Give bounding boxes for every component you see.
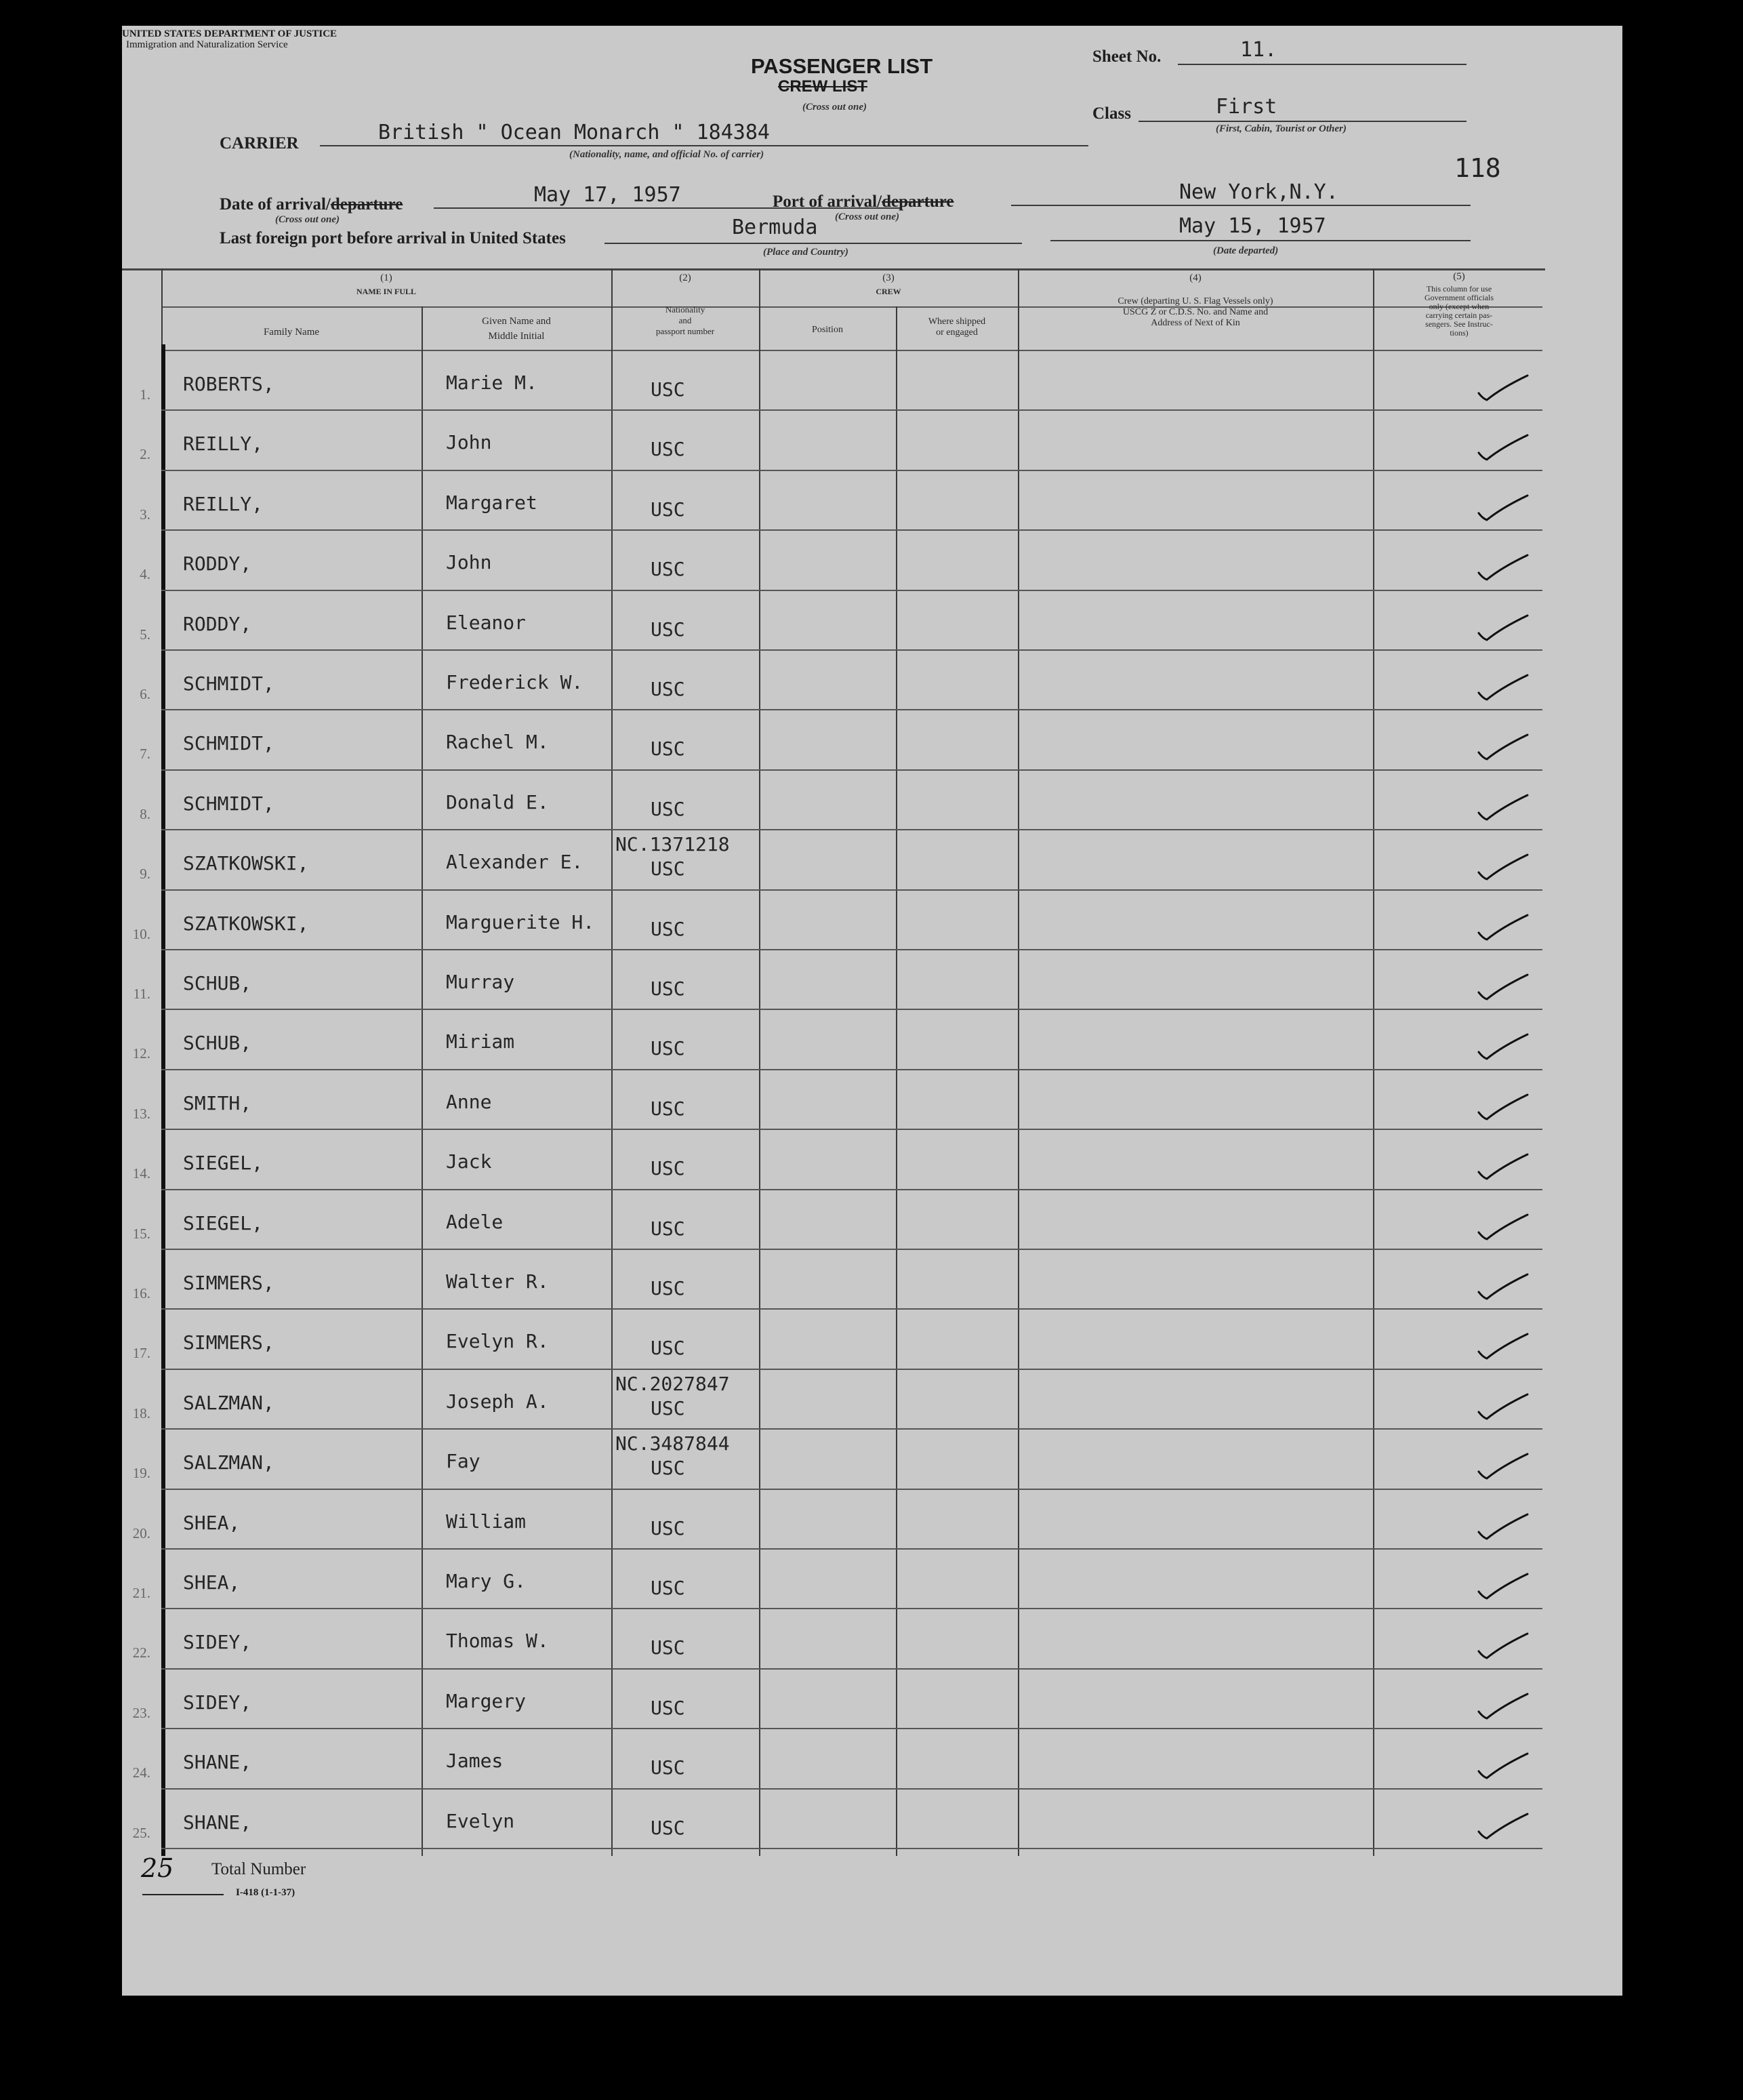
check-mark-icon [1475,1089,1532,1123]
check-mark-icon [1475,1689,1532,1722]
family-name: SCHMIDT, [183,732,274,755]
departed-date: May 15, 1957 [1179,214,1326,238]
col5-line-e: sengers. See Instruc- [1425,319,1493,329]
family-name: SIDEY, [183,1691,252,1714]
family-name: SHEA, [183,1571,241,1594]
class-label: Class [1092,104,1131,123]
nationality: USC [651,1097,685,1120]
row-number: 11. [133,986,150,1002]
check-mark-icon [1475,430,1532,464]
sheet-number: 11. [1240,38,1277,62]
form-title: PASSENGER LIST [751,54,933,78]
family-name: SCHMIDT, [183,792,274,815]
given-name: Fay [446,1450,480,1473]
nationality: USC [651,678,685,700]
row-number: 6. [140,686,150,702]
row-number: 5. [140,626,150,643]
row-number: 25. [132,1824,150,1841]
nationality: USC [651,498,685,521]
port-value: New York,N.Y. [1179,180,1338,204]
check-mark-icon [1475,729,1532,763]
row-number: 9. [140,866,150,883]
given-name: Margaret [446,491,537,514]
given-name: Anne [446,1090,492,1113]
row-number: 3. [140,506,150,523]
row-number: 19. [132,1465,150,1482]
arrival-date: May 17, 1957 [534,183,681,207]
nationality: USC [651,1696,685,1719]
family-name: RODDY, [183,552,252,576]
row-number: 16. [132,1285,150,1301]
given-name: Evelyn R. [446,1330,549,1353]
row-number: 21. [132,1585,150,1601]
row-number: 15. [132,1225,150,1242]
passport-number: NC.1371218 [615,833,730,856]
nationality: USC [651,1217,685,1240]
row-number: 2. [140,446,150,463]
check-mark-icon [1475,1509,1532,1543]
given-name: Marguerite H. [446,910,595,933]
col3-shipped-b: or engaged [936,327,978,338]
check-mark-icon [1475,1628,1532,1662]
check-mark-icon [1475,1569,1532,1602]
family-name: SALZMAN, [183,1451,274,1474]
nationality: USC [651,618,685,641]
given-name: Adele [446,1210,504,1233]
row-number: 24. [132,1764,150,1781]
given-name: Jack [446,1150,492,1173]
family-name: SIMMERS, [183,1331,274,1354]
row-number: 23. [132,1704,150,1721]
given-name: Eleanor [446,611,527,634]
row-number: 18. [132,1405,150,1421]
col5-line-d: carrying certain pas- [1425,310,1493,320]
class-value: First [1216,95,1277,119]
row-number: 8. [140,805,150,822]
row-number: 7. [140,746,150,763]
col3-position: Position [812,325,843,335]
departed-note: (Date departed) [1213,245,1279,256]
total-label: Total Number [211,1860,306,1878]
nationality: USC [651,558,685,581]
col2-line-b: and [678,315,692,325]
check-mark-icon [1475,370,1532,404]
nationality: USC [651,1157,685,1180]
check-mark-icon [1475,969,1532,1003]
nationality: USC [651,1457,685,1480]
family-name: REILLY, [183,432,264,456]
col5-number: (5) [1453,271,1465,282]
family-name: SIMMERS, [183,1272,274,1294]
nationality: USC [651,1516,685,1539]
check-mark-icon [1475,1809,1532,1842]
page-number: 118 [1454,153,1501,183]
col2-number: (2) [679,272,691,283]
carrier-value: British " Ocean Monarch " 184384 [378,121,770,144]
col4-number: (4) [1189,272,1202,283]
given-name: John [446,551,492,574]
given-name: James [446,1750,504,1773]
lastport-value: Bermuda [732,216,818,239]
family-name: SIDEY, [183,1631,252,1654]
col4-line-a: Crew (departing U. S. Flag Vessels only) [1117,296,1273,306]
agency-line-2: Immigration and Naturalization Service [126,39,288,50]
passenger-list-form [122,26,1622,1996]
sheet-label: Sheet No. [1092,47,1162,66]
check-mark-icon [1475,1389,1532,1423]
family-name: SMITH, [183,1091,252,1114]
col5-line-a: This column for use [1426,284,1492,294]
check-mark-icon [1475,670,1532,704]
passport-number: NC.3487844 [615,1432,730,1455]
nationality: USC [651,738,685,761]
family-name: SHANE, [183,1811,252,1834]
nationality: USC [651,1756,685,1779]
arrival-label: Date of arrival/departure [220,195,403,214]
col1-number: (1) [380,272,392,283]
col5-line-c: only (except when [1429,302,1490,311]
nationality: USC [651,1337,685,1360]
col1-given-a: Given Name and [482,316,551,327]
check-mark-icon [1475,1329,1532,1362]
given-name: Alexander E. [446,851,583,874]
check-mark-icon [1475,1449,1532,1482]
total-value: 25 [141,1853,174,1883]
col3-number: (3) [882,272,895,283]
form-code: I-418 (1-1-37) [236,1887,295,1898]
col2-line-a: Nationality [665,304,705,315]
row-number: 12. [132,1045,150,1062]
family-name: SZATKOWSKI, [183,912,309,935]
family-name: SZATKOWSKI, [183,852,309,875]
agency-line-1: UNITED STATES DEPARTMENT OF JUSTICE [122,28,337,39]
col1-title: NAME IN FULL [356,287,416,296]
nationality: USC [651,797,685,820]
family-name: ROBERTS, [183,373,274,395]
row-number: 10. [132,925,150,942]
nationality: USC [651,1277,685,1299]
col4-line-b: USCG Z or C.D.S. No. and Name and [1122,307,1269,317]
check-mark-icon [1475,550,1532,584]
given-name: Marie M. [446,371,537,394]
carrier-note: (Nationality, name, and official No. of carrier) [569,149,764,160]
given-name: Margery [446,1689,527,1712]
family-name: SIEGEL, [183,1152,264,1175]
form-title-struck: CREW LIST [778,77,867,96]
col5-line-b: Government officials [1424,293,1494,302]
family-name: SHEA, [183,1511,241,1534]
col5-line-f: tions) [1450,328,1469,338]
check-mark-icon [1475,1209,1532,1243]
family-name: SCHMIDT, [183,672,274,695]
nationality: USC [651,857,685,881]
family-name: SIEGEL, [183,1211,264,1234]
row-number: 13. [132,1105,150,1122]
given-name: John [446,431,492,454]
given-name: Thomas W. [446,1630,549,1653]
check-mark-icon [1475,910,1532,944]
given-name: Miriam [446,1030,515,1053]
col1-family: Family Name [263,327,320,338]
col4-line-c: Address of Next of Kin [1151,318,1240,328]
row-number: 22. [132,1644,150,1661]
given-name: Joseph A. [446,1390,549,1413]
port-note: (Cross out one) [835,211,900,222]
check-mark-icon [1475,1149,1532,1183]
family-name: SALZMAN, [183,1391,274,1414]
nationality: USC [651,1636,685,1659]
lastport-note: (Place and Country) [763,247,848,258]
given-name: Frederick W. [446,671,583,693]
nationality: USC [651,917,685,940]
given-name: Mary G. [446,1570,527,1592]
nationality: USC [651,1396,685,1419]
check-mark-icon [1475,1029,1532,1063]
row-number: 20. [132,1524,150,1541]
nationality: USC [651,1816,685,1839]
nationality: USC [651,378,685,401]
family-name: RODDY, [183,612,252,635]
col1-given-b: Middle Initial [488,331,545,342]
col3-title: CREW [876,287,901,296]
family-name: SHANE, [183,1751,252,1774]
check-mark-icon [1475,1748,1532,1782]
col2-line-c: passport number [655,326,715,336]
given-name: Rachel M. [446,731,549,754]
nationality: USC [651,438,685,461]
passport-number: NC.2027847 [615,1372,730,1395]
row-number: 14. [132,1165,150,1182]
carrier-label: CARRIER [220,134,299,153]
check-mark-icon [1475,1269,1532,1303]
check-mark-icon [1475,790,1532,824]
nationality: USC [651,1037,685,1060]
given-name: Walter R. [446,1270,549,1293]
given-name: Evelyn [446,1809,515,1832]
row-number: 17. [132,1345,150,1362]
row-number: 1. [140,386,150,403]
col3-shipped-a: Where shipped [928,317,986,327]
nationality: USC [651,1577,685,1599]
family-name: SCHUB, [183,972,252,994]
arrival-note: (Cross out one) [275,214,340,225]
check-mark-icon [1475,610,1532,644]
check-mark-icon [1475,849,1532,883]
given-name: William [446,1510,527,1533]
check-mark-icon [1475,490,1532,524]
family-name: REILLY, [183,492,264,515]
title-note: (Cross out one) [802,102,867,113]
given-name: Murray [446,971,515,993]
port-label: Port of arrival/departure [773,193,954,211]
nationality: USC [651,977,685,1000]
row-number: 4. [140,566,150,583]
family-name: SCHUB, [183,1032,252,1055]
given-name: Donald E. [446,790,549,813]
margin-bracket [161,344,165,1856]
lastport-label: Last foreign port before arrival in United States [220,229,566,247]
class-note: (First, Cabin, Tourist or Other) [1216,123,1347,134]
